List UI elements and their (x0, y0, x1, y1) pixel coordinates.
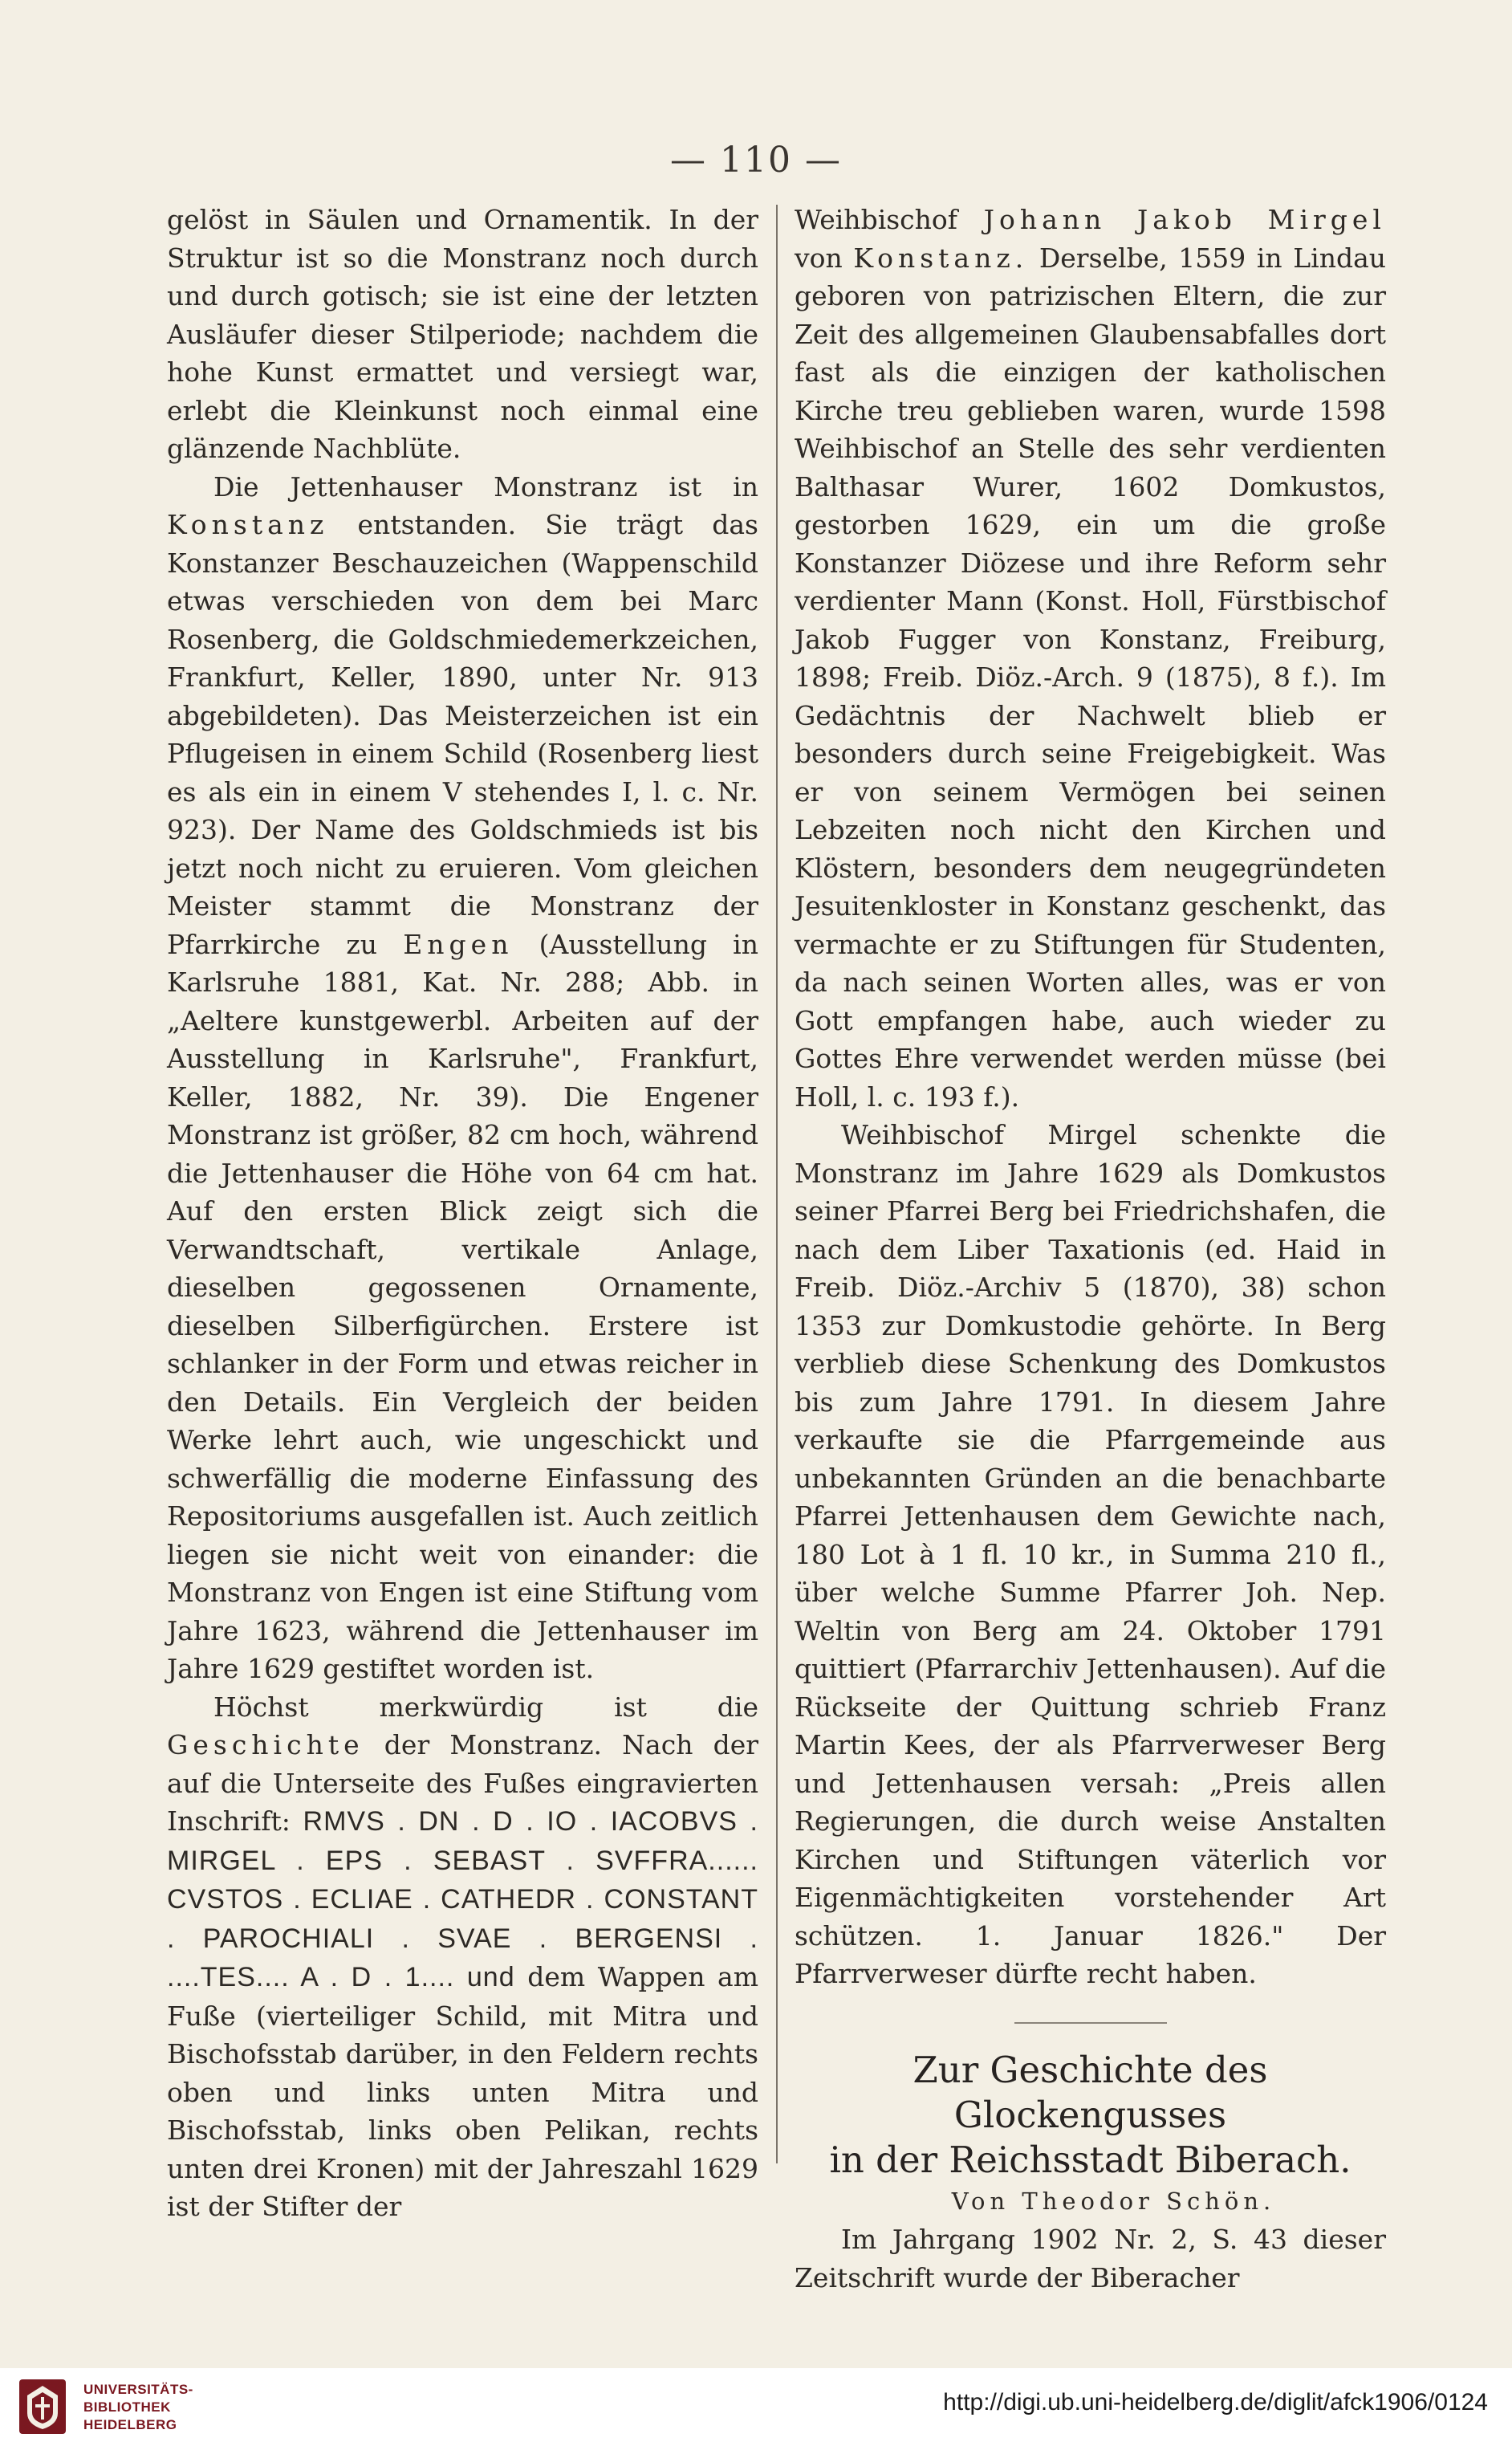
university-seal-icon (18, 2378, 67, 2436)
paragraph-text: (Ausstellung in Karlsruhe 1881, Kat. Nr. 288; Abb. in „Aeltere kunstgewerbl. Arbeiten auf der Ausstellung in Karlsruhe", Frankfurt, Keller, 1882, Nr. 39). Die Engener Monstranz ist größer, 82 cm hoch, während die Jettenhauser die Höhe von 64 cm hat. Auf den ersten Blick zeigt sich die Verwandtschaft, vertikale Anlage, dieselben gegossenen Ornamente, dieselben Silberfigürchen. Erstere ist schlanker in der Form und etwas reicher in den Details. Ein Vergleich der beiden Werke lehrt auch, wie ungeschickt und schwerfällig die moderne Einfassung des Repositoriums ausgefallen ist. Auch zeitlich liegen sie nicht weit von einander: die Monstranz von Engen ist eine Stiftung vom Jahre 1623, während die Jettenhauser im Jahre 1629 gestiftet worden ist. (167, 928, 758, 1684)
page-number: — 110 — (670, 140, 842, 181)
right-column (795, 201, 1386, 2297)
latin-inscription: RMVS . DN . D . IO . IACOBVS . MIRGEL . EPS . SEBAST . SVFFRA...... CVSTOS . ECLIAE . CATHEDR . CONSTANT . PAROCHIALI . SVAE . BERGENSI . ....TES.... A . D . 1.... und (167, 1806, 758, 1992)
paragraph-article-start: Im Jahrgang 1902 Nr. 2, S. 43 dieser Zeitschrift wurde der Biberacher (795, 2224, 1386, 2293)
article-title-line: Zur Geschichte des Glockengusses (912, 2048, 1268, 2136)
logo-line: UNIVERSITÄTS- (83, 2382, 193, 2397)
emphasized-word-geschichte: Geschichte (167, 1729, 364, 1760)
emphasized-place-konstanz: Konstanz (167, 509, 329, 540)
source-url-link[interactable]: http://digi.ub.uni-heidelberg.de/diglit/afck1906/0124 (943, 2389, 1488, 2415)
column-divider (776, 205, 778, 2163)
paragraph-text: der Monstranz. Nach der auf die Unterseite des Fußes eingravierten Inschrift: (167, 1729, 759, 1837)
paragraph-geschichte (167, 1688, 758, 2226)
paragraph-text: Höchst merkwürdig ist die (213, 1691, 758, 1723)
emphasized-place-engen: Engen (403, 928, 514, 960)
article-author: Von Theodor Schön. (951, 2187, 1276, 2215)
paragraph-mirgel (795, 201, 1386, 1116)
paragraph-jettenhauser-monstranz (167, 468, 758, 1688)
paragraph-text: dem Wappen am Fuße (vierteiliger Schild, mit Mitra und Bischofsstab darüber, in den Feldern rechts oben und links unten Mitra und Bischofsstab, links oben Pelikan, rechts unten drei Kronen) mit der Jahreszahl 1629 ist der Stifter der (167, 1961, 759, 2222)
emphasized-name-mirgel: Johann Jakob Mirgel (983, 204, 1386, 235)
emphasized-place-konstanz: Konstanz. (853, 242, 1029, 274)
paragraph-text: entstanden. Sie trägt das Konstanzer Beschauzeichen (Wappenschild etwas verschieden von dem bei Marc Rosenberg, die Goldschmiedemerkzeichen, Frankfurt, Keller, 1890, unter Nr. 913 abgebildeten). Das Meisterzeichen ist ein Pflugeisen in einem Schild (Rosenberg liest es als ein in einem V stehendes I, l. c. Nr. 923). Der Name des Goldschmieds ist bis jetzt noch nicht zu eruieren. Vom gleichen Meister stammt die Monstranz der Pfarrkirche zu (167, 509, 758, 960)
article-title (795, 2048, 1386, 2183)
paragraph-text: von (795, 242, 843, 274)
logo-line: BIBLIOTHEK (83, 2399, 171, 2415)
logo-line: HEIDELBERG (83, 2417, 177, 2432)
paragraph-text: Die Jettenhauser Monstranz ist in (213, 470, 758, 503)
paragraph-schenkung: Weihbischof Mirgel schenkte die Monstranz im Jahre 1629 als Domkustos seiner Pfarrei Berg bei Friedrichshafen, die nach dem Liber Taxationis (ed. Haid in Freib. Diöz.-Archiv 5 (1870), 38) schon 1353 zur Domkustodie gehörte. In Berg verblieb diese Schenkung des Domkustos bis zum Jahre 1791. In diesem Jahre verkaufte sie die Pfarrgemeinde aus unbekannten Gründen an die benachbarte Pfarrei Jettenhausen dem Gewichte nach, 180 Lot à 1 fl. 10 kr., in Summa 210 fl., über welche Summe Pfarrer Joh. Nep. Weltin von Berg am 24. Oktober 1791 quittiert (Pfarrarchiv Jettenhausen). Auf die Rückseite der Quittung schrieb Franz Martin Kees, der als Pfarrverweser Berg und Jettenhausen versah: „Preis allen Regierungen, die durch weise Anstalten Kirchen und Stiftungen väterlich vor Eigenmächtigkeiten vorstehender Art schützen. 1. Januar 1826." Der Pfarrverweser dürfte recht haben. (795, 1119, 1386, 1989)
section-divider (1014, 2022, 1167, 2024)
article-title-line: in der Reichsstadt Biberach. (829, 2138, 1351, 2181)
paragraph-text: Weihbischof (795, 204, 957, 235)
left-column (167, 201, 758, 2226)
library-logo-text (83, 2381, 193, 2434)
paragraph-text: Derselbe, 1559 in Lindau geboren von patrizischen Eltern, die zur Zeit des allgemeinen Glaubensabfalles dort fast als die einzigen der katholischen Kirche treu geblieben waren, wurde 1598 Weihbischof an Stelle des sehr verdienten Balthasar Wurer, 1602 Domkustos, gestorben 1629, ein um die große Konstanzer Diözese und ihre Reform sehr verdienter Mann (Konst. Holl, Fürstbischof Jakob Fugger von Konstanz, Freiburg, 1898; Freib. Diöz.-Arch. 9 (1875), 8 f.). Im Gedächtnis der Nachwelt blieb er besonders durch seine Freigebigkeit. Was er von seinem Vermögen bei seinen Lebzeiten noch nicht den Kirchen und Klöstern, besonders dem neugegründeten Jesuitenkloster in Konstanz geschenkt, das vermachte er zu Stiftungen für Studenten, da nach seinen Worten alles, was er von Gott empfangen habe, auch wieder zu Gottes Ehre verwendet werden müsse (bei Holl, l. c. 193 f.). (795, 242, 1386, 1113)
paragraph-continuation: gelöst in Säulen und Ornamentik. In der Struktur ist so die Monstranz noch durch und durch gotisch; sie ist eine der letzten Ausläufer dieser Stilperiode; nachdem die hohe Kunst ermattet und versiegt war, erlebt die Kleinkunst noch einmal eine glänzende Nachblüte. (167, 204, 758, 464)
